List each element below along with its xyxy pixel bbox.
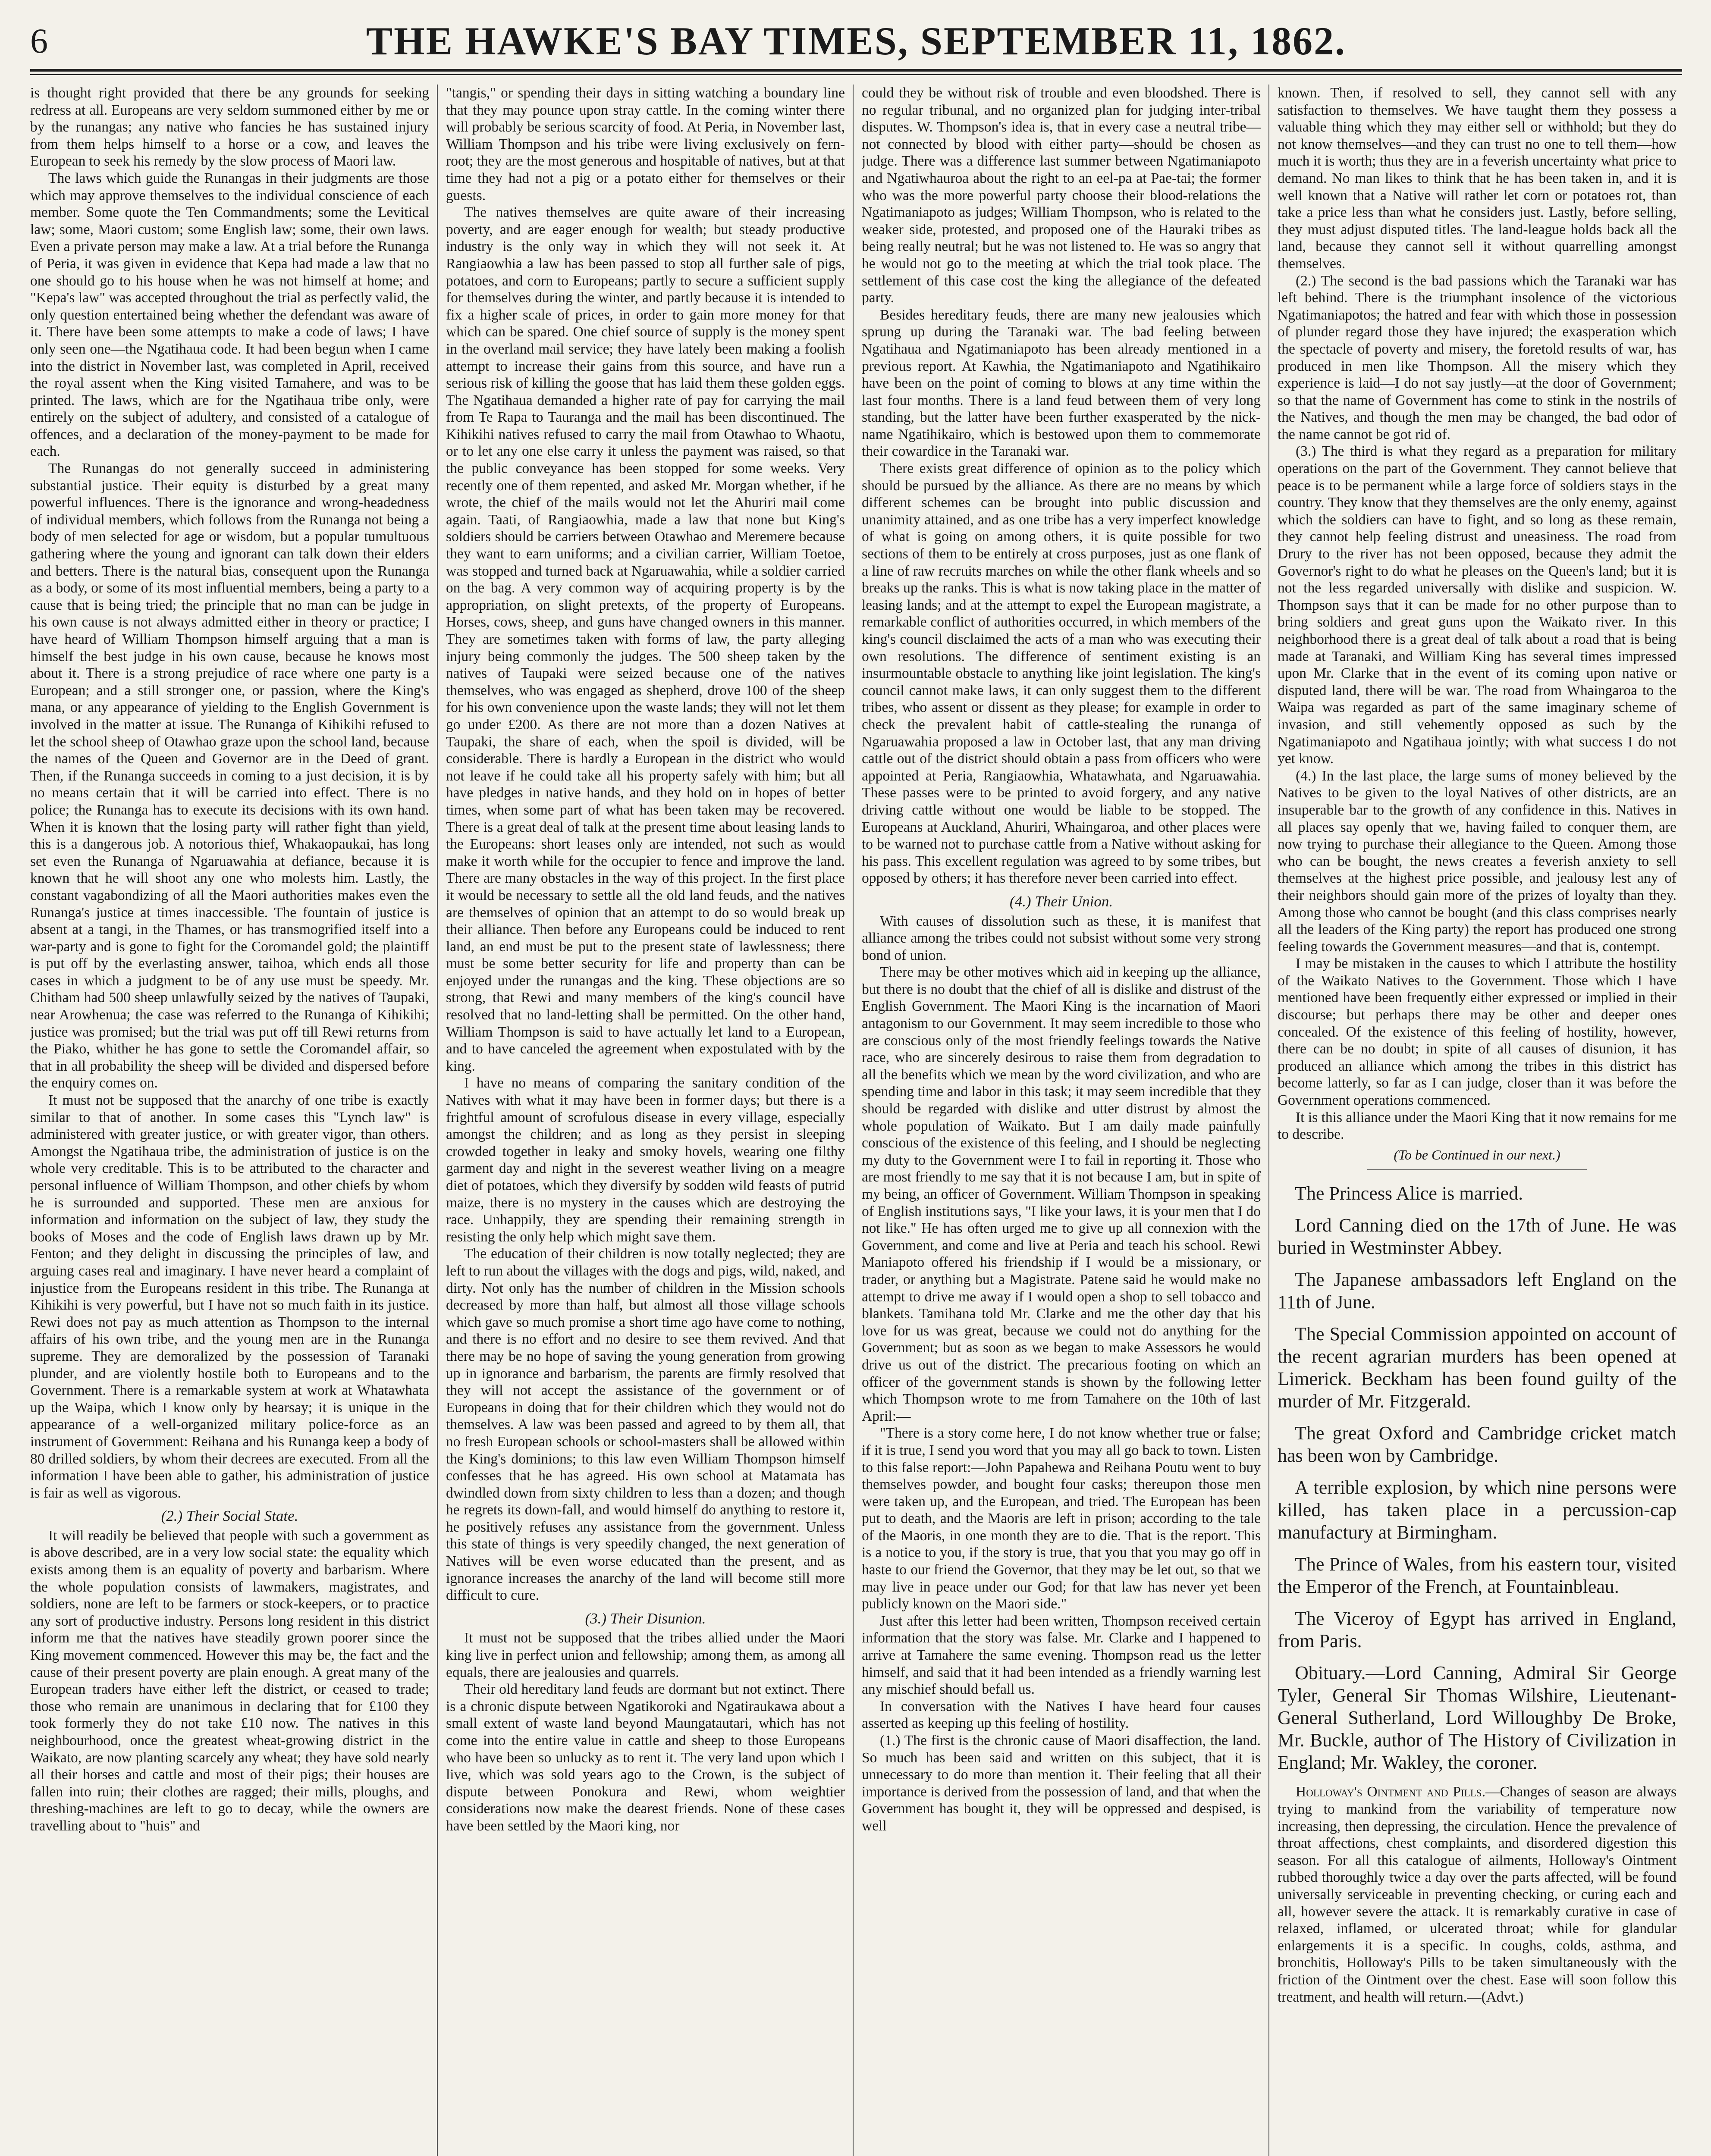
article-paragraph: It is this alliance under the Maori King that it now remains for me to describe. [1278,1109,1676,1143]
article-paragraph: In conversation with the Natives I have heard four causes asserted as keeping up this feeling of hostility. [862,1698,1261,1732]
continued-note: (To be Continued in our next.) [1394,1147,1560,1163]
article-paragraph: I have no means of comparing the sanitary condition of the Natives with what it may have been in former days; but there is a frightful amount of scrofulous disease in every village, especially amongst the children; and as long as they persist in sleeping crowded together in leaky and smoky hovels, wearing one filthy garment day and night in the severest weather living on a meagre diet of potatoes, which they diversify by sodden wild feasts of putrid maize, there is no mystery in the causes which are destroying the race. Unhappily, they are spending their remaining strength in resisting the only help which might save them. [446,1075,845,1245]
news-item: The Prince of Wales, from his eastern tour, visited the Emperor of the French, at Fountainbleau. [1278,1554,1676,1598]
news-item: Lord Canning died on the 17th of June. He was buried in Westminster Abbey. [1278,1215,1676,1259]
article-paragraph: With causes of dissolution such as these, it is manifest that alliance among the tribes could not subsist without some very strong bond of union. [862,913,1261,963]
column-4 [1278,85,1676,2156]
article-paragraph: known. Then, if resolved to sell, they cannot sell with any satisfaction to themselves. We have taught them they possess a valuable thing which they may either sell or withhold; but they do not know themselves—and they can trust no one to tell them—how much it is worth; thus they are in a feverish uncertainty what price to demand. No man likes to think that he has been taken in, and it is well known that a Native will rather let corn or potatoes rot, than take a price less than what he considers just. Lastly, before selling, they must adjust disputed titles. The land-league holds back all the land, because they cannot sell it without quarrelling amongst themselves. [1278,85,1676,272]
masthead [30,17,1682,69]
article-paragraph: It must not be supposed that the anarchy of one tribe is exactly similar to that of another. In some cases this "Lynch law" is administered with greater justice, or with greater vigor, than others. Amongst the Ngatihaua tribe, the administration of justice is on the whole very creditable. This is to be attributed to the character and personal influence of William Thompson, and other chiefs by whom he is surrounded and supported. These men are anxious for information and information on the subject of law, they study the books of Moses and the code of English laws drawn up by Mr. Fenton; and they delight in discussing the principles of law, and arguing cases real and imaginary. I have never heard a complaint of injustice from the Europeans resident in this tribe. The Runanga at Kihikihi is very powerful, but I have not so much faith in its justice. Rewi does not pay as much attention as Thompson to the internal affairs of his own tribe, and the young men are in the Runanga supreme. They are demoralized by the possession of Taranaki plunder, and are violently hostile both to Europeans and to the Government. There is a remarkable system at work at Whatawhata up the Waipa, which I know only by hearsay; it is unique in the appearance of a well-organized military police-force as an instrument of Government: Reihana and his Runanga keep a body of 80 drilled soldiers, by whom their decrees are executed. From all the information I have been able to gather, his administration of justice is fair as well as vigorous. [30,1092,429,1501]
news-item: A terrible explosion, by which nine persons were killed, has taken place in a percussion-cap manufactury at Birmingham. [1278,1477,1676,1543]
article-paragraph: "There is a story come here, I do not know whether true or false; if it is true, I send you word that you may all go back to town. Listen to this false report:—John Papahewa and Reihana Poutu went to buy themselves powder, and bought four casks; thereupon those men were taken up, and the European, and tried. The European has been put to death, and the Maoris are left in prison; according to the tale of the Maoris, in one month they are to die. That is the report. This is a notice to you, if the story is true, that you that you may go off in haste to our friend the Governor, that they may be let out, so that we may live in peace under our God; for that law has never yet been publicly known on the Maori side." [862,1425,1261,1612]
advertisement [1278,1783,1676,2006]
column-1 [30,85,429,2156]
news-item: The Princess Alice is married. [1295,1183,1523,1204]
article-paragraph: The Runangas do not generally succeed in administering substantial justice. Their equity is disturbed by a great many powerful influences. There is the ignorance and wrong-headedness of individual members, which follows from the Runanga not being a body of men selected for age or wisdom, but a popular tumultuous gathering where the young and ignorant can talk down their elders and betters. There is the natural bias, consequent upon the Runanga as a body, or some of its most influential members, being a party to a cause that is being tried; the principle that no man can be judge in his own cause is not always admitted either in theory or practice; I have heard of William Thompson himself arguing that a man is himself the best judge in his own cause, because he knows most about it. There is a strong prejudice of race where one party is a European; and a still stronger one, or passion, where the King's mana, or any appearance of yielding to the English Government is involved in the matter at issue. The Runanga of Kihikihi refused to let the school sheep of Otawhao graze upon the school land, because the names of the Queen and Governor are in the Deed of grant. Then, if the Runanga succeeds in coming to a just decision, it is by no means certain that it will be carried into effect. There is no police; the Runanga has to execute its decisions with its own hand. When it is known that the losing party will rather fight than yield, this is a dangerous job. A notorious thief, Whakaopaukai, has long set even the Runanga of Ngaruawahia at defiance, because it is known that he will shoot any one who molests him. Lastly, the constant vagabondizing of all the Maori authorities makes even the Runanga's justice at times inaccessible. The fountain of justice is absent at a tangi, in the Thames, or has transmogrified itself into a war-party and is gone to fight for the Coromandel gold; the plaintiff is put off by the everlasting answer, taihoa, which ends all those cases in which a judgment to be of any use must be speedy. Mr. Chitham had 500 sheep unlawfully seized by the natives of Taupaki, near Arowhenua; the case was referred to the Runanga of Kihikihi; justice was promised; but the trial was put off till Rewi returns from the Piako, whither he has gone to settle the Coromandel affair, so that in all probability the sheep will be divided and dispersed before the enquiry comes on. [30,461,429,1091]
page-number: 6 [30,21,48,60]
section-heading: (2.) Their Social State. [161,1507,298,1525]
article-paragraph: The education of their children is now totally neglected; they are left to run about the villages with the dogs and pigs, wild, naked, and dirty. Not only has the number of children in the Mission schools decreased by more than half, but almost all those village schools which gave so much promise a short time ago have come to nothing, and there is no effort and no desire to see them revived. And that there may be no hope of saving the young generation from growing up in ignorance and barbarism, the parents are firmly resolved that they will not accept the assistance of the government or of Europeans in doing that for their children which they would not do themselves. A law was been passed and agreed to by them all, that no fresh European schools or school-masters shall be allowed within the King's dominions; to this law even William Thompson himself confesses that he has agreed. His own school at Matamata has dwindled down from sixty children to less than a dozen; and though he regrets its down-fall, and would himself do anything to restore it, he positively refuses any assistance from the government. Unless this state of things is very speedily changed, the next generation of Natives will be even worse educated than the present, and as ignorance increases the anarchy of the land will become still more difficult to cure. [446,1246,845,1604]
article-paragraph: It must not be supposed that the tribes allied under the Maori king live in perfect union and fellowship; among them, as among all equals, there are jealousies and quarrels. [446,1630,845,1680]
section-heading: (4.) Their Union. [1009,893,1113,910]
article-paragraph: is thought right provided that there be any grounds for seeking redress at all. Europeans are very seldom summoned either by me or by the runangas; any native who fancies he has sustained injury from them helps himself to a horse or a cow, and leaves the European to seek his remedy by the slow process of Maori law. [30,85,429,169]
section-separator [1367,1169,1587,1170]
article-paragraph: (2.) The second is the bad passions which the Taranaki war has left behind. There is the triumphant insolence of the victorious Ngatimaniapotos; the hatred and fear with which those in possession of plunder regard those they have injured; the exasperation which the spectacle of poverty and misery, the foretold results of war, has produced in men like Thompson. All the misery which they experience is laid—I do not say justly—at the door of Government; so that the name of Government has come to stink in the nostrils of the Natives, and though the men may be changed, the bad odor of the name cannot be got rid of. [1278,273,1676,442]
advert-text [1278,1783,1676,2006]
section-heading: (3.) Their Disunion. [585,1610,706,1627]
news-item: The Special Commission appointed on account of the recent agrarian murders has been opened at Limerick. Beckham has been found guilty of the murder of Mr. Fitzgerald. [1278,1323,1676,1412]
masthead-rule [30,69,1682,72]
article-paragraph: I may be mistaken in the causes to which I attribute the hostility of the Waikato Natives to the Government. Those which I have mentioned have been frequently either expressed or implied in their discourse; but perhaps there may be other and deeper ones concealed. Of the existence of this feeling of hostility, however, there can be no doubt; in spite of all causes of disunion, it has produced an alliance which among the tribes in this district has become latterly, so far as I can judge, closer than it was before the Government operations commenced. [1278,956,1676,1109]
advert-lead: Holloway's Ointment and Pills. [1296,1784,1485,1800]
column-divider [437,85,438,2156]
article-paragraph: (3.) The third is what they regard as a preparation for military operations on the part of the Government. They cannot believe that peace is to be permanent while a large force of soldiers stays in the country. They know that they themselves are the only enemy, against which the soldiers can have to fight, and so long as these remain, they cannot help feeling distrust and uneasiness. The road from Drury to the river has not been opposed, because they admit the Governor's right to do what he pleases on the Queen's land; but it is not the less regarded universally with dislike and suspicion. W. Thompson says that it can be made for no other purpose than to bring soldiers and great guns upon the Waikato river. In this neighborhood there is a great deal of talk about a road that is being made at Taranaki, and William King has several times impressed upon Mr. Clarke that in the event of its coming upon native or disputed land, there will be war. The road from Whaingaroa to the Waipa was regarded as part of the same imaginary scheme of invasion, and still vehemently opposed as such by the Ngatimaniapoto and Ngatihaua jointly; with what success I do not yet know. [1278,443,1676,767]
article-paragraph: There may be other motives which aid in keeping up the alliance, but there is no doubt that the chief of all is dislike and distrust of the English Government. The Maori King is the incarnation of Maori antagonism to our Government. It may seem incredible to those who are conscious only of the most friendly feelings towards the Native race, who are sincerely desirous to raise them from degradation to all the benefits which we mean by the word civilization, and who are spending time and labor in this task; it may seem incredible that they should be regarded with dislike and utter distrust by almost the whole population of Waikato. But I am daily made painfully conscious of the existence of this feeling, and I should be neglecting my duty to the Government were I to fail in reporting it. Those who are most friendly to me say that it is not because I am, but in spite of my being, an officer of Government. William Thompson in speaking of English institutions says, "I like your laws, it is your men that I do not like." He has often urged me to give up all connexion with the Government, and come and live at Peria and teach his school. Rewi Maniapoto offered his friendship if I would be a missionary, or trader, or anything but a Magistrate. Patene said he would make no attempt to drive me away if I would open a shop to sell tobacco and blankets. Tamihana told Mr. Clarke and me the other day that his love for us was great, because we could not do anything for the Government; but as soon as we began to make Assessors he would drive us out of the district. The precarious footing on which an officer of the government stands is shown by the following letter which Thompson wrote to me from Tamahere on the 10th of last April:— [862,964,1261,1424]
article-paragraph: Just after this letter had been written, Thompson received certain information that the story was false. Mr. Clarke and I happened to arrive at Tamahere the same evening. Thompson read us the letter himself, and said that it had been intended as a friendly warning lest any mischief should befall us. [862,1613,1261,1698]
news-briefs [1278,1182,1676,1774]
article-paragraph: The laws which guide the Runangas in their judgments are those which may approve themselves to the individual conscience of each member. Some quote the Ten Commandments; some the Levitical law; some, Maori custom; some English law; some, their own laws. Even a private person may make a law. At a trial before the Runanga of Peria, it was given in evidence that Kepa had made a law that no one should go to his house when he was not himself at home; and "Kepa's law" was accepted throughout the trial as perfectly valid, the only question entertained being whether the defendant was aware of it. There have been some attempts to make a code of laws; I have only seen one—the Ngatihaua code. It had been begun when I came into the district in November last, was completed in April, received the royal assent when the King visited Tamahere, and was to be printed. The laws, which are for the Ngatihaua tribe only, were entirely on the subject of adultery, and consisted of a catalogue of offences, and a declaration of the money-payment to be made for each. [30,170,429,460]
article-paragraph: (1.) The first is the chronic cause of Maori disaffection, the land. So much has been said and written on this subject, that it is unnecessary to do more than mention it. Their feeling that all their importance is derived from the possession of land, and that when the Government has bought it, they will be oppressed and despised, is well [862,1733,1261,1834]
masthead-rule-thin [30,74,1682,75]
news-item: The Viceroy of Egypt has arrived in England, from Paris. [1278,1608,1676,1652]
article-paragraph: It will readily be believed that people with such a government as is above described, are in a very low social state: the equality which exists among them is an equality of poverty and barbarism. Where the whole population consists of lawmakers, magistrates, and soldiers, none are left to be farmers or stock-keepers, or to practice any sort of productive industry. Persons long resident in this district inform me that the natives have steadily grown poorer since the King movement commenced. However this may be, the fact and the cause of their present poverty are plain enough. A great many of the European traders have either left the district, or ceased to trade; those who remain are unanimous in declaring that for £100 they took formerly they do not take £10 now. The natives in this neighbourhood, once the greatest wheat-growing district in the Waikato, are now planting scarcely any wheat; they have sold nearly all their horses and cattle and most of their pigs; their houses are fallen into ruin; their clothes are ragged; their mills, ploughs, and threshing-machines are left to go to decay, while the owners are travelling about to "huis" and [30,1527,429,1834]
article-paragraph: Besides hereditary feuds, there are many new jealousies which sprung up during the Taranaki war. The bad feeling between Ngatihaua and Ngatimaniapoto has been already mentioned in a previous report. At Kawhia, the Ngatimaniapoto and Ngatihikairo have been on the point of coming to blows at any time within the last four months. There is a land feud between them of very long standing, but the latter have been further exasperated by the nick-name Ngatihikairo, which is bestowed upon them to commemorate their cowardice in the Taranaki war. [862,307,1261,460]
news-item: The great Oxford and Cambridge cricket match has been won by Cambridge. [1278,1423,1676,1467]
news-item: Obituary.—Lord Canning, Admiral Sir George Tyler, General Sir Thomas Wilshire, Lieutenant-General Sutherland, Lord Willoughby De Broke, Mr. Buckle, author of The History of Civilization in England; Mr. Wakley, the coroner. [1278,1662,1676,1774]
article-paragraph: could they be without risk of trouble and even bloodshed. There is no regular tribunal, and no organized plan for judging inter-tribal disputes. W. Thompson's idea is, that in every case a neutral tribe—not connected by blood with either party—should be chosen as judge. There was a difference last summer between Ngatimaniapoto and Ngatiwhauroa about the right to an eel-pa at Pae-tai; the former who was the more powerful party choose their blood-relations the Ngatimaniapoto as judges; William Thompson, who is related to the weaker side, protested, and proposed one of the Hauraki tribes as being really neutral; but he was not listened to. He was so angry that he would not go to the meeting at which the trial took place. The settlement of this case cost the king the allegiance of the defeated party. [862,85,1261,306]
column-2 [446,85,845,2156]
newspaper-title: THE HAWKE'S BAY TIMES, SEPTEMBER 11, 1862. [366,19,1347,63]
column-divider [1268,85,1269,2156]
news-item: The Japanese ambassadors left England on the 11th of June. [1278,1269,1676,1313]
article-paragraph: "tangis," or spending their days in sitting watching a boundary line that they may pounce upon stray cattle. In the coming winter there will probably be serious scarcity of food. At Peria, in November last, William Thompson and his tribe were living exclusively on fern-root; they are the most generous and hospitable of natives, but at that time they had not a pig or a potato either for themselves or their guests. [446,85,845,204]
article-paragraph: The natives themselves are quite aware of their increasing poverty, and are eager enough for wealth; but steady productive industry is the only way in which they will not seek it. At Rangiaowhia a law has been passed to stop all further sale of pigs, potatoes, and corn to Europeans; partly to secure a sufficient supply for themselves during the winter, and partly because it is intended to fix a higher scale of prices, in order to gain more money for that which can be spared. One chief source of supply is the money spent in the overland mail service; they have lately been making a foolish attempt to increase their gains from this source, and have run a serious risk of killing the goose that has laid them these golden eggs. The Ngatihaua demanded a higher rate of pay for carrying the mail from Te Rapa to Tauranga and the mail has been discontinued. The Kihikihi natives refused to carry the mail from Otawhao to Whaotu, or to let any one else carry it unless the payment was raised, so that the public conveyance has been stopped for some weeks. Very recently one of them repented, and asked Mr. Morgan whether, if he wrote, the chief of the mails would not let the Ahuriri mail come again. Taati, of Rangiaowhia, made a law that none but King's soldiers should be carriers between Otawhao and Meremere because they want to earn uniforms; and a civilian carrier, William Toetoe, was stopped and turned back at Ngaruawahia, while a soldier carried on the bag. A very common way of acquiring property is by the appropriation, on slight pretexts, of the property of Europeans. Horses, cows, sheep, and guns have changed owners in this manner. They are sometimes taken with forms of law, the party alleging injury being commonly the judges. The 500 sheep taken by the natives of Taupaki were seized because one of the natives themselves, who was engaged as shepherd, drove 100 of the sheep for his own convenience upon the waste lands; they will not let them go under £200. As there are not more than a dozen Natives at Taupaki, the share of each, when the spoil is divided, will be considerable. There is hardly a European in the district who would not leave if he could take all his property safely with him; but all have pledges in native hands, and they hold on in hopes of better times, when some part of what has been taken may be recovered. There is a great deal of talk at the present time about leasing lands to the Europeans: short leases only are intended, not such as would make it worth while for the occupier to fence and improve the land. There are many obstacles in the way of this project. In the first place it would be necessary to settle all the old land feuds, and the natives are themselves of opinion that an attempt to do so would break up their alliance. Then before any Europeans could be induced to rent land, an end must be put to the present state of lawlessness; there must be some better security for life and property than can be enjoyed under the runangas and the king. These objections are so strong, that Rewi and many members of the king's council have resolved that no land-letting shall be permitted. On the other hand, William Thompson is said to have actually let land to a European, and to have canceled the agreement when expostulated with by the king. [446,204,845,1074]
advert-body: —Changes of season are always trying to mankind from the variability of temperature now increasing, then depressing, the circulation. Hence the prevalence of throat affections, chest complaints, and disordered digestion this season. For all this catalogue of ailments, Holloway's Ointment rubbed thoroughly twice a day over the parts affected, will be found universally serviceable in preventing checking, or curing each and all, however severe the attack. It is remarkably curative in case of relaxed, inflamed, or ulcerated throat; while for glandular enlargements it is a specific. In coughs, colds, asthma, and bronchitis, Holloway's Pills to be taken simultaneously with the friction of the Ointment over the chest. Ease will soon follow this treatment, and health will return.—(Advt.) [1278,1784,1676,2005]
column-divider [853,85,854,2156]
article-paragraph: There exists great difference of opinion as to the policy which should be pursued by the alliance. As there are no means by which different schemes can be brought into public discussion and unanimity attained, and as one tribe has a very imperfect knowledge of what is going on among others, it is quite possible for two sections of them to be entirely at cross purposes, just as one flank of a line of raw recruits marches on while the other flank wheels and so breaks up the ranks. This is what is now taking place in the matter of leasing lands; and at the attempt to expel the European magistrate, a remarkable conflict of authorities occurred, in which members of the king's council disclaimed the acts of a man who was executing their own resolutions. The difference of sentiment existing is an insurmountable obstacle to anything like joint legislation. The king's council cannot make laws, it can only suggest them to the different tribes, who assent or dissent as they please; for example in order to check the prevalent habit of cattle-stealing the runanga of Ngaruawahia proposed a law in October last, that any man driving cattle out of the district should obtain a pass from officers who were appointed at Peria, Rangiaowhia, Whatawhata, and Ngaruawahia. These passes were to be printed to avoid forgery, and any native driving cattle without one would be liable to be stopped. The Europeans at Auckland, Ahuriri, Whaingaroa, and other places were to be warned not to purchase cattle from a Native without asking for his pass. This excellent regulation was agreed to by some tribes, but opposed by others; it has therefore never been carried into effect. [862,461,1261,887]
column-3 [862,85,1261,2156]
article-paragraph: Their old hereditary land feuds are dormant but not extinct. There is a chronic dispute between Ngatikoroki and Ngatiraukawa about a small extent of waste land beyond Maungatautari, which has not come into the entire value in cattle and sheep to those Europeans who have been so unlucky as to rent it. The very land upon which I live, which was sold years ago to the Crown, is the subject of dispute between Ponokura and Rewi, whom weightier considerations now make the dearest friends. None of these cases have been settled by the Maori king, nor [446,1681,845,1834]
article-paragraph: (4.) In the last place, the large sums of money believed by the Natives to be given to the loyal Natives of other districts, are an insuperable bar to the growth of any confidence in this. Natives in all places say openly that we, having failed to conquer them, are now trying to purchase their allegiance to the Queen. Among those who can be bought, the news creates a feverish anxiety to sell themselves at the highest price possible, and jealousy lest any of their neighbors should gain more of the prizes of loyalty than they. Among those who cannot be bought (and this class comprises nearly all the leaders of the King party) the report has produced one strong feeling towards the Government measures—and that is, contempt. [1278,768,1676,955]
